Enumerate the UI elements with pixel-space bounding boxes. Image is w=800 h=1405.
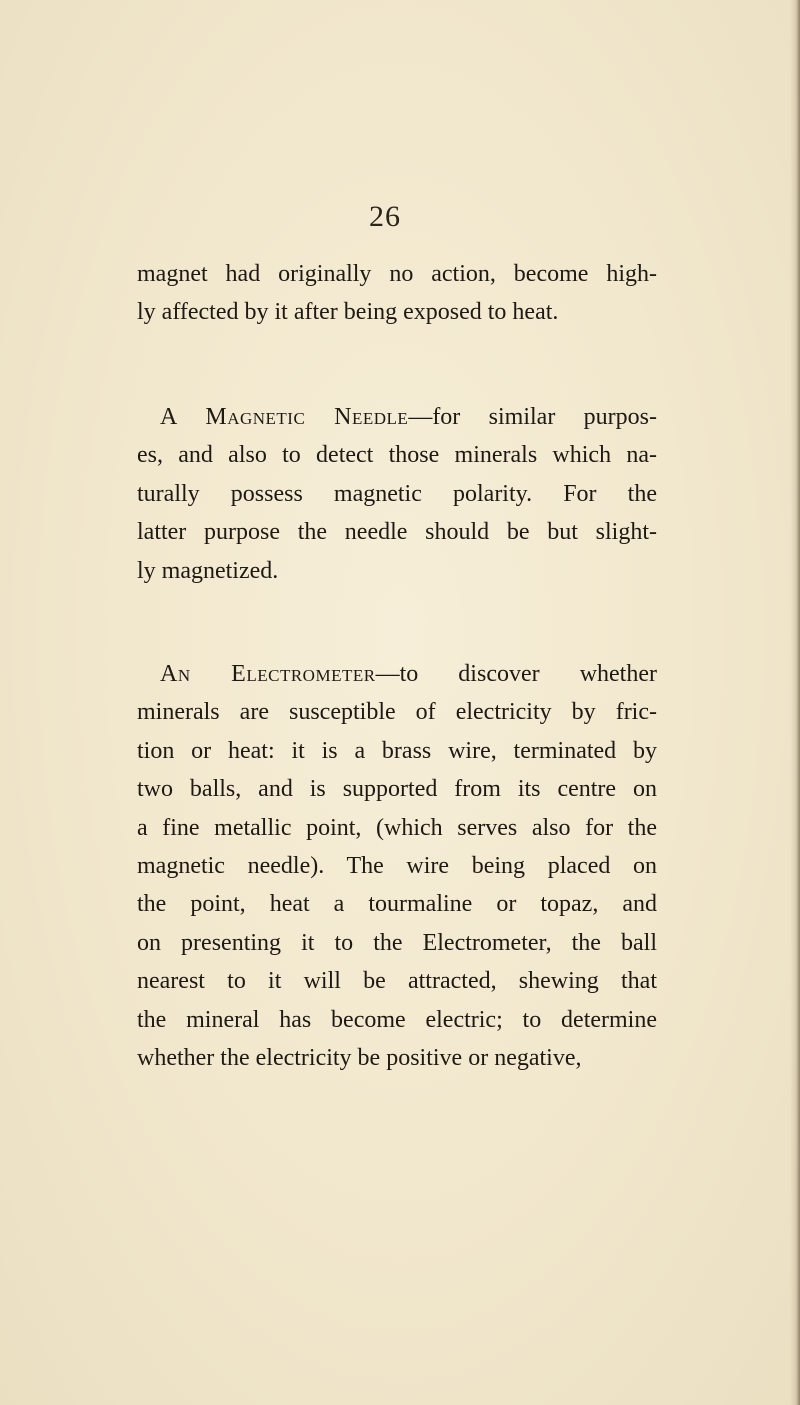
text-fragment: —to discover whether <box>375 661 657 687</box>
text-line: tion or heat: it is a brass wire, terminated by <box>137 737 657 764</box>
paragraph-electrometer <box>137 655 657 1077</box>
text-line: a fine metallic point, (which serves also for the <box>137 814 657 841</box>
text-line: latter purpose the needle should be but slight- <box>137 519 657 546</box>
text-line: ly affected by it after being exposed to heat. <box>137 299 559 326</box>
text-line <box>137 398 657 436</box>
text-line: the point, heat a tourmaline or topaz, and <box>137 891 657 918</box>
text-line: turally possess magnetic polarity. For the <box>137 480 657 507</box>
text-line: whether the electricity be positive or negative, <box>137 1044 582 1071</box>
text-line <box>137 655 657 693</box>
heading-electrometer: An Electrometer <box>160 661 376 687</box>
text-line: es, and also to detect those minerals which na- <box>137 442 657 469</box>
heading-magnetic-needle: A Magnetic Needle <box>160 404 409 430</box>
paragraph-continuation <box>137 255 657 332</box>
text-fragment: —for similar purpos- <box>408 404 657 430</box>
text-line: nearest to it will be attracted, shewing that <box>137 968 657 995</box>
page-number: 26 <box>369 200 401 233</box>
text-line: on presenting it to the Electrometer, the ball <box>137 929 657 956</box>
text-line: minerals are susceptible of electricity by fric- <box>137 699 657 726</box>
text-line: magnetic needle). The wire being placed on <box>137 852 657 879</box>
text-line: the mineral has become electric; to determine <box>137 1006 657 1033</box>
text-line: ly magnetized. <box>137 557 279 584</box>
paragraph-magnetic-needle <box>137 398 657 590</box>
text-line: two balls, and is supported from its centre on <box>137 776 657 803</box>
page-edge <box>790 0 800 1405</box>
text-line: magnet had originally no action, become high- <box>137 261 657 287</box>
